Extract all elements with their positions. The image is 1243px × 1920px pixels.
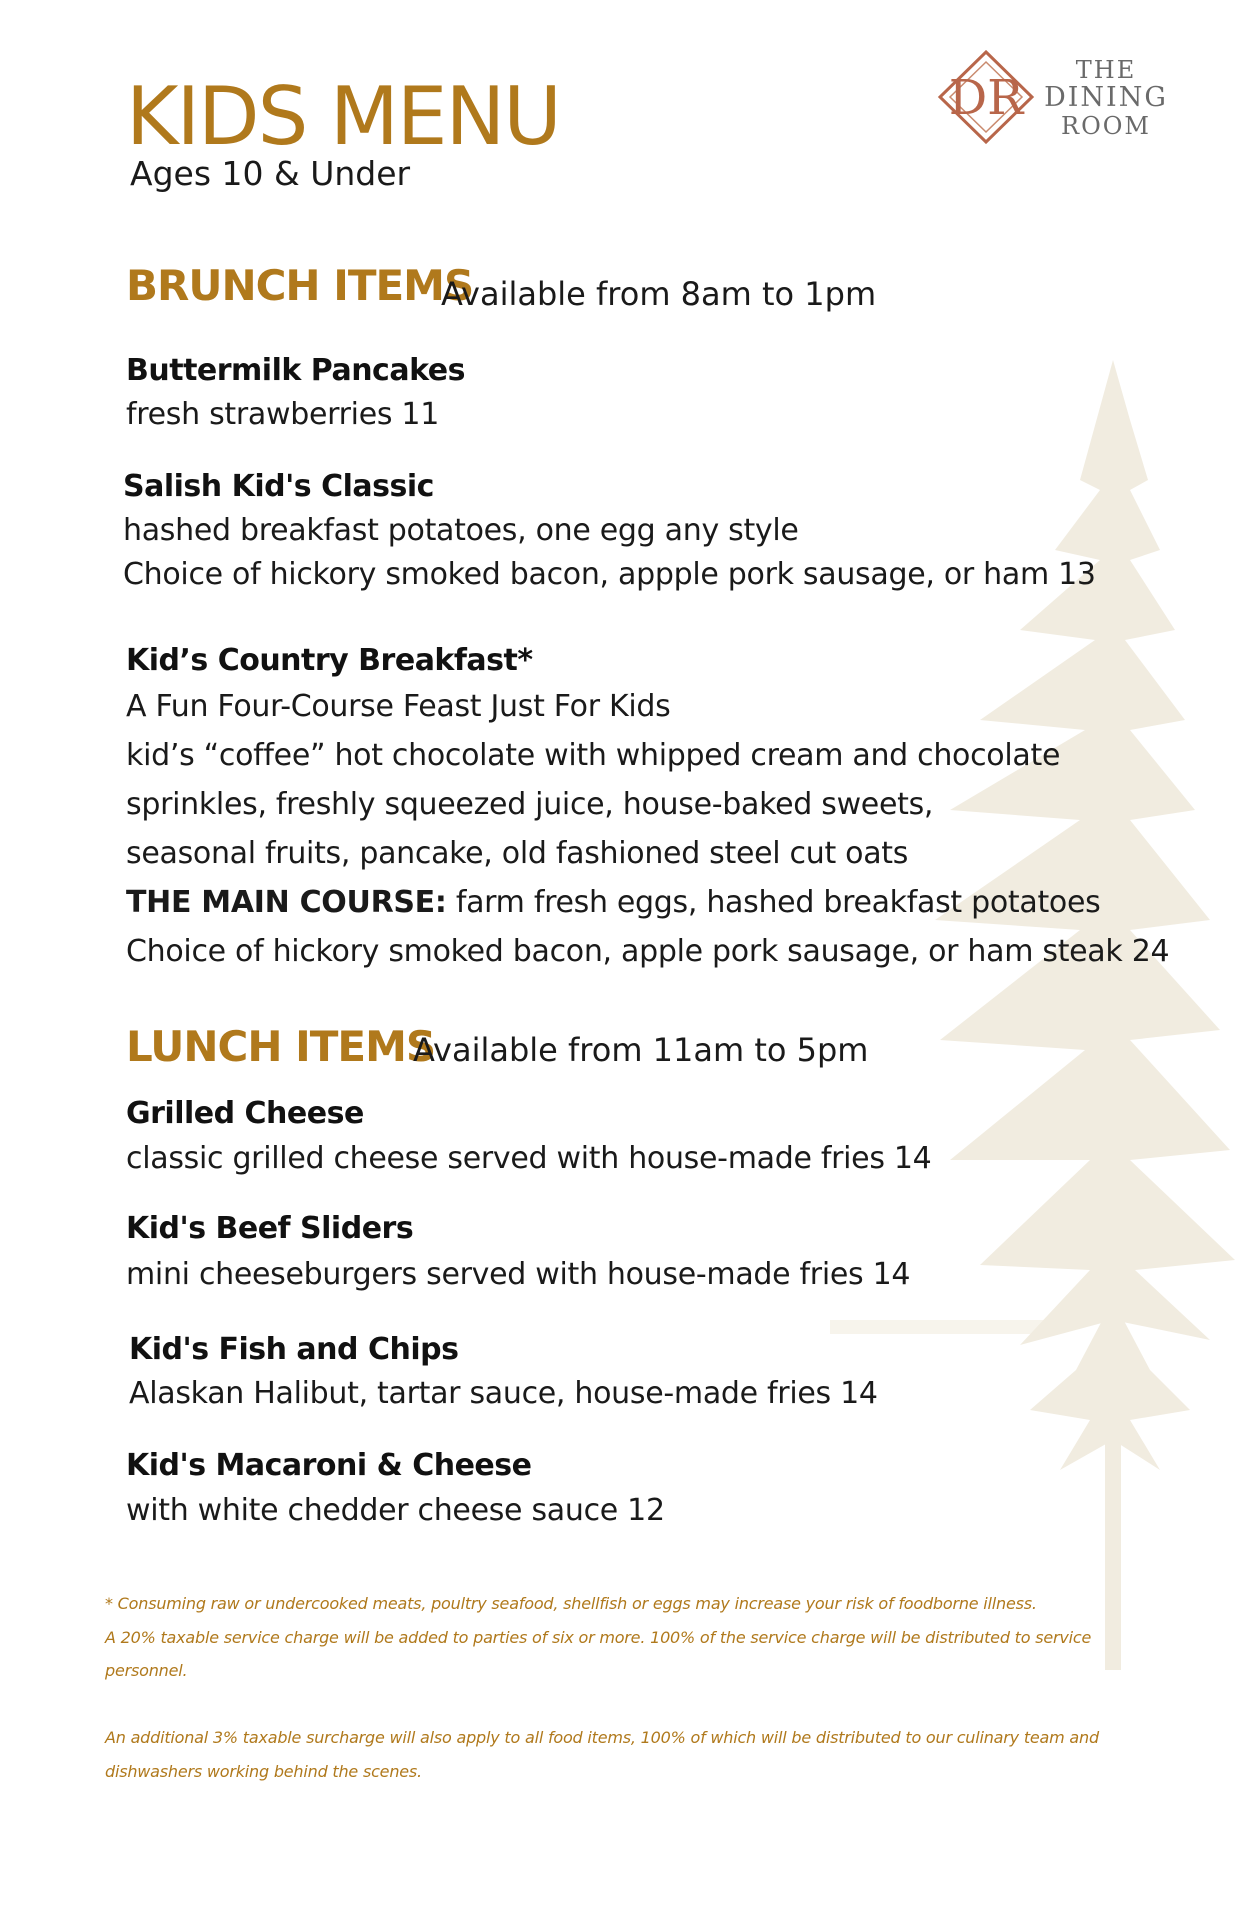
menu-item-name: Kid's Macaroni & Cheese <box>126 1448 532 1483</box>
menu-item-name: Kid’s Country Breakfast* <box>126 643 533 678</box>
menu-item-description: seasonal fruits, pancake, old fashioned steel cut oats <box>126 836 909 871</box>
footnote-allergy: * Consuming raw or undercooked meats, poultry seafood, shellfish or eggs may increase your risk of foodborne illness. <box>105 1594 1037 1613</box>
menu-item-description: A Fun Four-Course Feast Just For Kids <box>126 689 671 724</box>
logo-line-room: ROOM <box>1061 112 1151 140</box>
brunch-availability: Available from 8am to 1pm <box>441 275 877 313</box>
footnote-service-charge-cont: personnel. <box>105 1661 188 1680</box>
main-course-label: THE MAIN COURSE: <box>126 885 447 920</box>
menu-item-description: Choice of hickory smoked bacon, apple pork sausage, or ham steak 24 <box>126 934 1170 969</box>
dining-room-logo <box>936 50 1176 145</box>
menu-item-name: Kid's Fish and Chips <box>129 1332 459 1367</box>
menu-item-description: Choice of hickory smoked bacon, appple pork sausage, or ham 13 <box>123 557 1096 592</box>
lunch-availability: Available from 11am to 5pm <box>413 1031 869 1069</box>
menu-item-name: Kid's Beef Sliders <box>126 1211 414 1246</box>
footnote-service-charge: A 20% taxable service charge will be added to parties of six or more. 100% of the service charge will be distributed to service <box>105 1628 1092 1647</box>
lunch-section-title: LUNCH ITEMS <box>126 1022 436 1071</box>
menu-item-description: hashed breakfast potatoes, one egg any style <box>123 513 799 548</box>
menu-item-description: Alaskan Halibut, tartar sauce, house-made fries 14 <box>129 1376 878 1411</box>
menu-item-description: sprinkles, freshly squeezed juice, house-baked sweets, <box>126 787 934 822</box>
main-course-text: farm fresh eggs, hashed breakfast potatoes <box>446 885 1101 920</box>
menu-item-description: mini cheeseburgers served with house-made fries 14 <box>126 1257 911 1292</box>
logo-wordmark <box>1036 56 1176 140</box>
logo-line-dining: DINING <box>1044 82 1168 113</box>
footnote-surcharge-cont: dishwashers working behind the scenes. <box>105 1762 422 1781</box>
menu-item-description: kid’s “coffee” hot chocolate with whipped cream and chocolate <box>126 738 1061 773</box>
menu-item-description: with white chedder cheese sauce 12 <box>126 1493 665 1528</box>
footnote-surcharge: An additional 3% taxable surcharge will also apply to all food items, 100% of which will be distributed to our culinary team and <box>105 1728 1099 1747</box>
dr-monogram-logo <box>936 50 1036 145</box>
menu-item-description: fresh strawberries 11 <box>126 397 439 432</box>
menu-item-name: Grilled Cheese <box>126 1096 364 1131</box>
logo-line-the: THE <box>1075 56 1137 84</box>
brunch-section-title: BRUNCH ITEMS <box>126 261 474 310</box>
menu-item-name: Salish Kid's Classic <box>123 469 434 504</box>
page-title: KIDS MENU <box>126 70 560 163</box>
logo-monogram: DR <box>948 70 1024 126</box>
menu-item-description: classic grilled cheese served with house-made fries 14 <box>126 1141 932 1176</box>
main-course-line <box>126 884 1100 922</box>
page-subtitle: Ages 10 & Under <box>130 154 411 193</box>
menu-item-name: Buttermilk Pancakes <box>126 353 465 388</box>
